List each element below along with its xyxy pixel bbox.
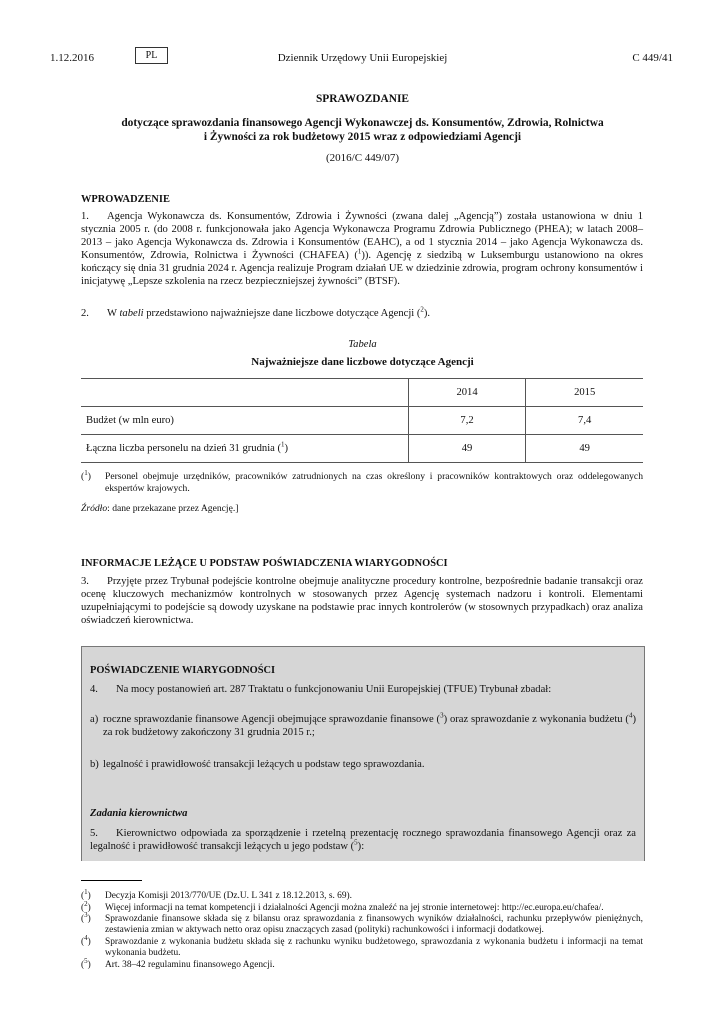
statement-heading: POŚWIADCZENIE WIARYGODNOŚCI (90, 665, 276, 676)
footnote-5-text: Art. 38–42 regulaminu finansowego Agencji. (105, 960, 275, 970)
table-note-mark: ($^1$) (81, 468, 91, 482)
row-staff-label-end: ) (284, 443, 289, 454)
paragraph-5 (90, 827, 636, 853)
paragraph-1-number: 1. (81, 211, 89, 222)
assurance-info-heading: INFORMACJE LEŻĄCE U PODSTAW POŚWIADCZENIA WIARYGODNOŚCI (81, 558, 448, 569)
footnote-ref-2: 2 (420, 305, 424, 314)
item-b-text: legalność i prawidłowość transakcji leżących u podstaw tego sprawozdania. (103, 759, 425, 770)
row-staff-label (81, 435, 408, 463)
intro-heading: WPROWADZENIE (81, 194, 170, 205)
document-reference: (2016/C 449/07) (325, 152, 400, 164)
row-budget-label: Budżet (w mln euro) (81, 407, 408, 435)
table-note-text: Personel obejmuje urzędników, pracowników zatrudnionych na czas określony i pracowników kontraktowych oraz oddelegowanych ekspertów krajowych. (105, 471, 643, 494)
paragraph-2 (81, 307, 643, 320)
paragraph-2-text-a: W (107, 308, 120, 319)
language-badge: PL (135, 47, 168, 64)
footnote-4-mark: ($^4$) (81, 933, 91, 947)
footnote-5-mark: ($^5$) (81, 956, 91, 970)
paragraph-1-text-b: )). Agencję z siedzibą w Luksemburgu ustanowiono na okres kończący się dnia 31 grudnia 2024 r. Agencja realizuje Program działań UE w dziedzinie zdrowia, program ochrony konsumentów i inicjatywę „Lepsze szkolenia na rzecz bezpieczniejszej żywności” (BTSF). (81, 250, 643, 287)
footnote-ref-4: 4 (628, 711, 633, 720)
journal-title: Dziennik Urzędowy Unii Europejskiej (277, 52, 448, 64)
footnote-2-mark: ($^2$) (81, 899, 91, 913)
paragraph-2-text-c: ). (423, 308, 431, 319)
document-title: SPRAWOZDANIE (315, 93, 410, 105)
paragraph-1-text-a: Agencja Wykonawcza ds. Konsumentów, Zdrowia i Żywności (zwana dalej „Agencją”) została ustanowiona w dniu 1 stycznia 2005 r. (do 2008 r. funkcjonowała jako Agencja Wykonawcza Programu Zdrowia Publicznego (PHEA); w latach 2008–2013 – jako Agencja Wykonawcza ds. Zdrowia i Konsumentów (EAHC), a od 1 stycznia 2014 – jako Agencja Wykonawcza ds. Konsumentów, Zdrowia, Rolnictwa i Żywności (CHAFEA) ( (81, 211, 643, 261)
table-source (81, 503, 643, 515)
header-page-ref: C 449/41 (632, 52, 673, 64)
paragraph-3 (81, 575, 643, 627)
table-source-label: Źródło (81, 503, 108, 514)
table-title: Najważniejsze dane liczbowe dotyczące Agencji (251, 356, 474, 368)
paragraph-4-number: 4. (90, 684, 98, 695)
paragraph-3-text: Przyjęte przez Trybunał podejście kontrolne obejmuje analityczne procedury kontrolne, bezpośrednie badanie transakcji oraz ocenę kluczowych mechanizmów kontrolnych w stosowanych przez Agencję systemach nadzoru i kontroli. Elementami uzupełniającymi to podejście są dowody uzyskane na podstawie prac innych kontrolerów (w stosownych przypadkach) oraz analiza oświadczeń kierownictwa. (81, 576, 643, 626)
footnote-3-mark: ($^3$) (81, 910, 91, 924)
table-source-text: : dane przekazane przez Agencję.] (107, 503, 239, 514)
footnote-separator (81, 880, 142, 881)
paragraph-2-text-b: przedstawiono najważniejsze dane liczbowe dotyczące Agencji ( (143, 308, 421, 319)
assurance-statement-box (81, 646, 645, 861)
item-a-text: roczne sprawozdanie finansowe Agencji obejmujące sprawozdanie finansowe ($^3$) oraz sprawozdanie z wykonania budżetu ($^4$) za rok budżetowy zakończony 31 grudnia 2015 r.; (103, 711, 636, 738)
paragraph-3-number: 3. (81, 576, 89, 587)
footnote-1-text: Decyzja Komisji 2013/770/UE (Dz.U. L 341 z 18.12.2013, s. 69). (105, 891, 353, 901)
table-row (81, 407, 643, 435)
paragraph-2-number: 2. (81, 308, 89, 319)
footnote-ref-3: 3 (440, 711, 444, 720)
table-caption: Tabela (348, 339, 377, 350)
row-staff-2014: 49 (408, 435, 526, 463)
document-subtitle (120, 116, 605, 144)
row-staff-2015: 49 (526, 435, 643, 463)
table-header-row (81, 379, 643, 407)
subtitle-line-1: dotyczące sprawozdania finansowego Agencji Wykonawczej ds. Konsumentów, Zdrowia, Rolnictwa (121, 117, 604, 129)
item-b-mark: b) (90, 759, 99, 770)
management-heading: Zadania kierownictwa (90, 808, 188, 819)
paragraph-5-number: 5. (90, 828, 98, 839)
paragraph-1 (81, 210, 643, 288)
footnote-2-text: Więcej informacji na temat kompetencji i działalności Agencji można znaleźć na jej stronie internetowej: http://ec.europa.eu/chafea/. (105, 903, 604, 913)
paragraph-5-text-b: ): (357, 841, 365, 852)
subtitle-line-2: i Żywności za rok budżetowy 2015 wraz z odpowiedziami Agencji (203, 131, 522, 143)
footnote-4-text: Sprawozdanie z wykonania budżetu składa się z rachunku wyniku budżetowego, sprawozdania z wykonania budżetu i informacji na temat wykonania budżetu. (105, 937, 643, 958)
item-a-mark: a) (90, 714, 99, 725)
table-header-2015: 2015 (526, 379, 643, 407)
paragraph-2-italic: tabeli (119, 308, 144, 319)
paragraph-5-text-a: Kierownictwo odpowiada za sporządzenie i rzetelną prezentację rocznego sprawozdania finansowego Agencji oraz za legalność i prawidłowość transakcji leżących u jego podstaw ( (90, 828, 636, 852)
footnote-ref-5: 5 (354, 838, 358, 847)
table-footnote-ref: 1 (281, 440, 285, 449)
key-figures-table (81, 378, 643, 463)
footnote-ref-1: 1 (357, 247, 362, 256)
row-staff-label-text: Łączna liczba personelu na dzień 31 grudnia ( (86, 443, 282, 454)
paragraph-4 (90, 683, 636, 696)
table-row (81, 435, 643, 463)
header-date: 1.12.2016 (50, 52, 94, 64)
row-budget-2015: 7,4 (526, 407, 643, 435)
footnote-3-text: Sprawozdanie finansowe składa się z bilansu oraz sprawozdania z finansowych wyników działalności, rachunku przepływów pieniężnych, zestawienia zmian w aktywach netto oraz opisu znaczących zasad (polityki) rachunkowości i informacji dodatkowej. (105, 914, 643, 935)
table-header-blank (81, 379, 408, 407)
row-budget-2014: 7,2 (408, 407, 526, 435)
table-header-2014: 2014 (408, 379, 526, 407)
paragraph-4-text: Na mocy postanowień art. 287 Traktatu o funkcjonowaniu Unii Europejskiej (TFUE) Trybunał zbadał: (116, 684, 552, 695)
footnote-1-mark: ($^1$) (81, 887, 91, 901)
